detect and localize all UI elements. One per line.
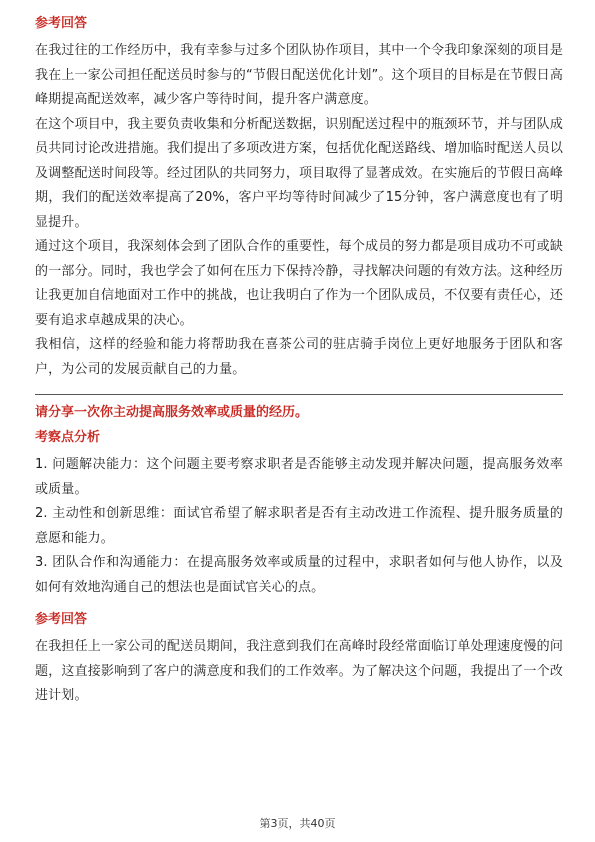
page-number: 第3页，共40页	[259, 817, 336, 830]
answer-paragraph: 通过这个项目，我深刻体会到了团队合作的重要性，每个成员的努力都是项目成功不可或缺的一部分。同时，我也学会了如何在压力下保持冷静，寻找解决问题的有效方法。这种经历让我更加自信地面对工作中的挑战，也让我明白了作为一个团队成员，不仅要有责任心，还要有追求卓越成果的决心。	[35, 239, 563, 328]
page-content	[35, 14, 563, 709]
section-divider	[35, 394, 563, 395]
answer-paragraph: 在我担任上一家公司的配送员期间，我注意到我们在高峰时段经常面临订单处理速度慢的问题，这直接影响到了客户的满意度和我们的工作效率。为了解决这个问题，我提出了一个改进计划。	[35, 639, 563, 703]
analysis-point: 1. 问题解决能力：这个问题主要考察求职者是否能够主动发现并解决问题，提高服务效率或质量。	[35, 457, 563, 497]
answer-paragraph: 在这个项目中，我主要负责收集和分析配送数据，识别配送过程中的瓶颈环节，并与团队成员共同讨论改进措施。我们提出了多项改进方案，包括优化配送路线、增加临时配送人员以及调整配送时间段等。经过团队的共同努力，项目取得了显著成效。在实施后的节假日高峰期，我们的配送效率提高了20%，客户平均等待时间减少了15分钟，客户满意度也有了明显提升。	[35, 116, 563, 230]
analysis-point: 2. 主动性和创新思维：面试官希望了解求职者是否有主动改进工作流程、提升服务质量的意愿和能力。	[35, 506, 563, 546]
analysis-heading: 考察点分析	[35, 430, 101, 445]
reference-answer-heading: 参考回答	[35, 16, 88, 31]
analysis-point: 3. 团队合作和沟通能力：在提高服务效率或质量的过程中，求职者如何与他人协作，以及如何有效地沟通自己的想法也是面试官关心的点。	[35, 555, 563, 595]
answer-paragraph: 在我过往的工作经历中，我有幸参与过多个团队协作项目，其中一个令我印象深刻的项目是我在上一家公司担任配送员时参与的“节假日配送优化计划”。这个项目的目标是在节假日高峰期提高配送效率，减少客户等待时间，提升客户满意度。	[35, 43, 563, 107]
question-title: 请分享一次你主动提高服务效率或质量的经历。	[35, 405, 309, 420]
reference-answer-heading: 参考回答	[35, 612, 88, 627]
answer-paragraph: 我相信，这样的经验和能力将帮助我在喜茶公司的驻店骑手岗位上更好地服务于团队和客户，为公司的发展贡献自己的力量。	[35, 337, 563, 377]
